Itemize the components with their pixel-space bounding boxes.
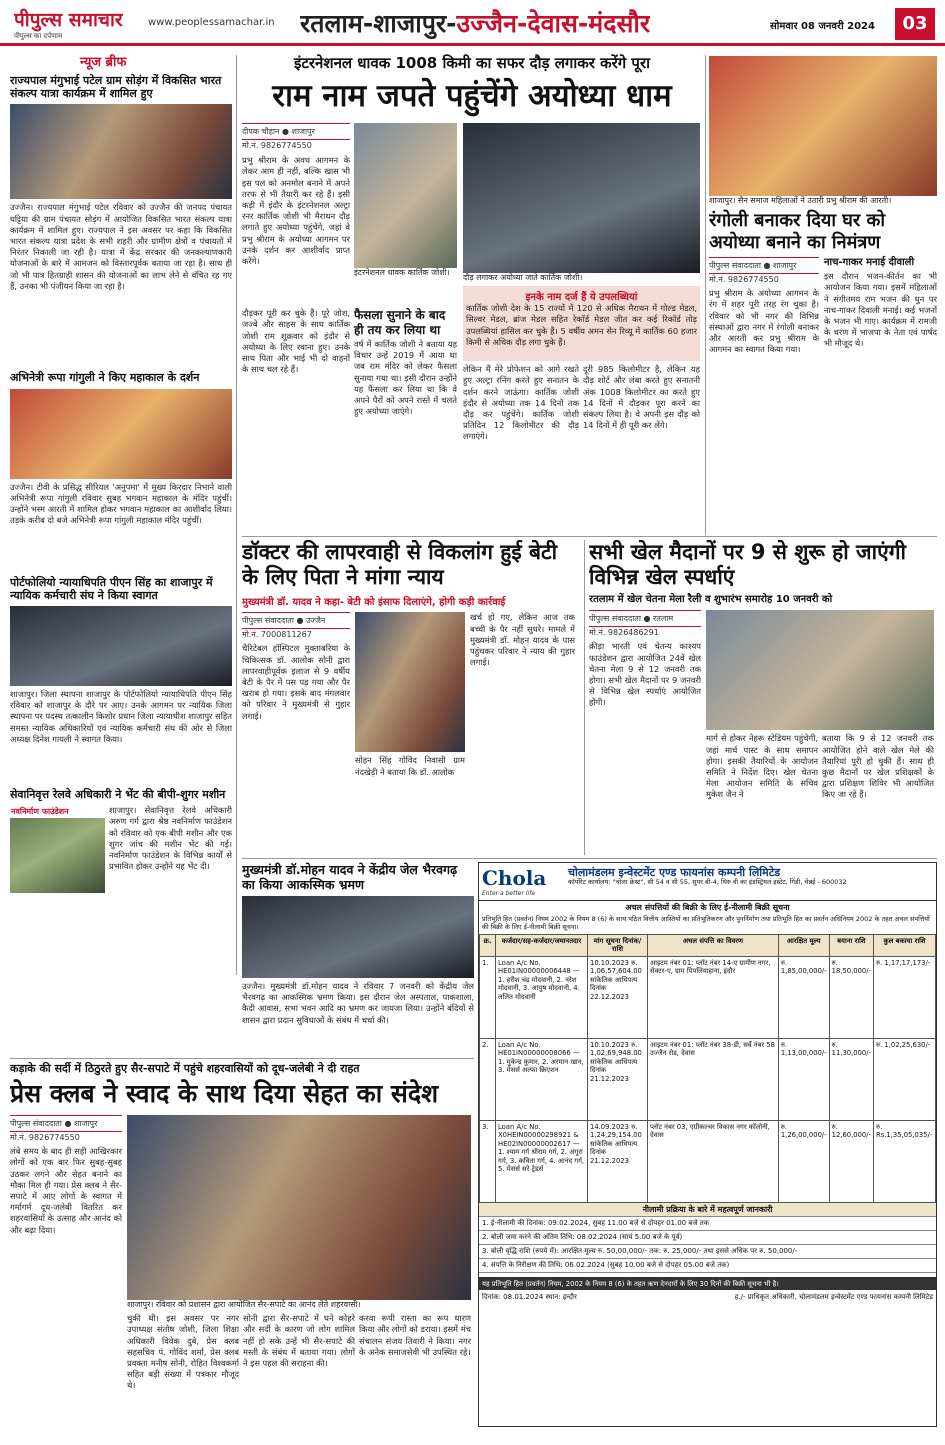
brief-headline-4: सेवानिवृत्त रेलवे अधिकारी ने भेंट की बीपी-शुगर मशीन — [10, 787, 226, 801]
foundation-banner: नवनिर्माण फाउंडेशन — [10, 805, 105, 818]
row-divider — [242, 858, 937, 859]
table-cell: 2. — [480, 1038, 496, 1120]
table-cell: रु. 12,60,000/- — [829, 1120, 873, 1202]
table-cell: रु. 1,17,17,173/- — [874, 956, 936, 1038]
achievements-title: इनके नाम दर्ज हैं ये उपलब्धियां — [525, 292, 638, 304]
top-story-text-1: प्रभु श्रीराम के अवध आगमन के लेकर आम ही नहीं, बल्कि खास भी इस पल को अनमोल बनाने में अपने तरफ से भी तैयारी कर रहे हैं। इसी कड़ी में इंदौर के इंटरनेशनल अल्ट्रा रनर कार्तिक जोशी भी मैराथन दौड़ लगाते हुए अयोध्या पहुंचेंगे, जहां वे प्रभु श्रीराम के अयोध्या आगमन पर उनके दर्शन कर आशीर्वाद प्राप्त करेंगे। — [242, 155, 350, 266]
aarti-photo-caption: शाजापुर। सैन समाज महिलाओं ने उतारी प्रभु श्रीराम की आरती। — [709, 196, 892, 205]
table-row — [480, 1038, 936, 1120]
press-club-kicker: कड़ाके की सर्दी में ठिठुरते हुए सैर-सपाटे में पहुंचे शहरवासियों को दूध-जलेबी ने दी राहत — [10, 1062, 360, 1075]
sports-mobile: मो.नं. 9826486291 — [589, 628, 659, 638]
sports-byline: पीपुल्स संवाददाता ● रतलाम — [589, 610, 701, 627]
table-cell: रु. 11,30,000/- — [829, 1038, 873, 1120]
table-cell: रु. 18,50,000/- — [829, 956, 873, 1038]
doctor-photo-text: सोहन सिंह गोविंद निवासी ग्राम नंदखेड़ी ने बताया कि डॉ. आलोक — [355, 755, 465, 777]
running-road-photo — [463, 123, 700, 273]
runner-portrait-caption: इंटरनेशनल धावक कार्तिक जोशी। — [354, 268, 450, 278]
brief-headline-2: अभिनेत्री रूपा गांगुली ने किए महाकाल के दर्शन — [10, 371, 200, 385]
press-club-text-4: करवा रूपी रास्ता का रूप धारण किया और लोगों को डराया। इसमें मंच संचालन संजय तिवारी ने किया। नगर के अनेक समाजसेवी भी उपस्थित रहे। — [359, 1313, 471, 1357]
table-cell: Loan A/c No. HE01IN00000008066 — 1. मुकेन्द्र कुमार, 2. अरमान खान, 3. मेसर्स अल्फा क्रिएशन — [496, 1038, 588, 1120]
chola-intro: प्रतिभूति हित (प्रवर्तन) नियम 2002 के नियम 8 (6) के साथ पठित वित्तीय आस्तियों का प्रतिभूतिकरण और पुनर्निर्माण तथा प्रतिभूति हित का प्रवर्तन अधिनियम 2002 के तहत अचल संपत्तियों की बिक्री के लिए ई-नीलामी बिक्री सूचना। — [482, 914, 930, 931]
sports-text-1: क्रीड़ा भारती एवं चेतन्य काश्यप फाउंडेशन द्वारा आयोजित 24वें खेल चेतना मेला 9 से 12 जनवरी तक होगा। सभी खेल मैदानों पर 9 जनवरी से विभिन्न खेल स्पर्धाएं आयोजित होंगी। — [589, 641, 701, 708]
table-header: कुल बकाया राशि — [874, 934, 936, 956]
brief-text-1: उज्जैन। राज्यपाल मंगुभाई पटेल रविवार को उज्जैन की जनपद पंचायत घट्टिया की ग्राम पंचायत सोड़ंग में आयोजित विकसित भारत संकल्प यात्रा कार्यक्रम में शामिल हुए। राज्यपाल ने इस अवसर पर कहा कि विकसित भारत संकल्प यात्रा प्रदेश के सभी शहरी और ग्रामीण क्षेत्रों व पंचायतों में निरंतर निकाली जा रही है। यात्रा में केंद्र सरकार की जनकल्याणकारी योजनाओं के बारे में आमजन को विस्तारपूर्वक बताया जा रहा है। साथ ही जो भी पात्र हितग्राही शासन की योजनाओं का लाभ लेने से वंचित रह गए हैं, उनका भी पंजीयन किया जा रहा है। — [10, 202, 232, 291]
table-header: अचल संपत्ति का विवरण — [648, 934, 779, 956]
top-story-headline: राम नाम जपते पहुंचेंगे अयोध्या धाम — [272, 78, 672, 114]
doctor-headline: डॉक्टर की लापरवाही से विकलांग हुई बेटी के लिए पिता ने मांगा न्याय — [242, 540, 558, 590]
rangoli-headline: रंगोली बनाकर दिया घर को अयोध्या बनाने का निमंत्रण — [709, 210, 886, 253]
rangoli-byline: पीपुल्स संवाददाता ● शाजापुर — [709, 257, 819, 274]
governor-event-photo — [10, 104, 232, 199]
runner-portrait-photo — [354, 123, 457, 268]
chola-tagline: Enter a better life — [482, 890, 536, 897]
press-club-text-1: लंबे समय के बाद ही सही आखिरकार लोगों को एक बार फिर सुबह-सुबह उठकर लगने और सेहत बनाने का मौका मिल ही गया। प्रेस क्लब ने सैर-सपाटे में आए लोगों के स्वागत में गर्मागर्म दूध-जलेबी वितरित कर शहरवासियों के उत्साह और आनंद को और बढ़ा दिया। — [10, 1146, 122, 1235]
table-row — [480, 1120, 936, 1202]
top-story-text-3: वर्ष में कार्तिक जोशी ने बताया यह विचार उन्हें 2019 में आया था जब राम मंदिर को लेकर फैसला सुनाया गया था। इसी दौरान उन्होंने यह फैसला कर लिया था कि वे अपने पैरों को अपने रास्ते में चलते हुए अयोध्या जाएंगे। — [354, 338, 457, 417]
table-row — [480, 956, 936, 1038]
rangoli-side-head: नाच-गाकर मनाई दीवाली — [824, 257, 915, 269]
doctor-text-1: चैरिटेबल हॉस्पिटल मुक्ताबरिया के चिकित्सक डॉ. आलोक सोनी द्वारा लापरवाहीपूर्वक इलाज से 9 वर्षीय बेटी के पैर में पस पड़ गया और पैर खराब हो गया। इसके बाद मंगलवार को परिवार ने मुख्यमंत्री से गुहार लगाई। — [242, 643, 350, 721]
sports-text-2: मार्ग से होकर नेहरू स्टेडियम पहुंचेगी, जहां मार्च पास्ट के साथ समापन होगा। इसकी तैयारियों के आयोजन समिति ने निर्देश दिए। खेल चेतना मेला आयोजन समिति के सचिव मुकेश जैन ने — [706, 733, 818, 800]
table-cell: 10.10.2023 रु. 1,06,57,604.00 सांकेतिक आधिपत्य दिनांक 22.12.2023 — [588, 956, 648, 1038]
press-club-headline: प्रेस क्लब ने स्वाद के साथ दिया सेहत का संदेश — [10, 1079, 439, 1109]
top-story-mobile: मो.नं. 9826774550 — [242, 141, 312, 151]
rangoli-story — [709, 56, 937, 536]
top-story-text-5: दूरी 985 किलोमीटर है, लेकिन यह दौड़ शोर्ट और लंबा करते हुए सनातनी अंक 1008 किलोमीटर का करते हुए 14 दिनों में दौड़कर पूरा करने का संकल्प लिया है। वे अपनी इस दौड़ को 14 दिनों में ही पूरी कर लेंगे। — [583, 364, 700, 431]
chola-footer-place: दिनांक: 08.01.2024 स्थान: इन्दौर — [482, 1293, 577, 1302]
table-cell: रु. 1,26,00,000/- — [778, 1120, 829, 1202]
table-cell: रु. 1,13,00,000/- — [778, 1038, 829, 1120]
page-number: 03 — [895, 8, 935, 40]
press-club-photo-caption: शाजापुर। रविवार को प्रशासन द्वारा आयोजित सैर-सपाटे का आनंद लेते शहरवासी। — [127, 1300, 361, 1310]
top-story — [242, 54, 702, 534]
brief-headline-1: राज्यपाल मंगुभाई पटेल ग्राम सोड़ंग में विकसित भारत संकल्प यात्रा कार्यक्रम में शामिल हुए — [10, 74, 222, 101]
table-cell: रु. 1,02,25,630/- — [874, 1038, 936, 1120]
doctor-byline: पीपुल्स संवाददाता ● उज्जैन — [242, 612, 350, 629]
table-cell: 10.10.2023 रु. 1,02,69,948.00 सांकेतिक आधिपत्य दिनांक 21.12.2023 — [588, 1038, 648, 1120]
bp-machine-photo — [10, 805, 105, 893]
rangoli-side-text: इस दौरान भजन-कीर्तन का भी आयोजन किया गया। इसमें महिलाओं ने संगीतमय राम भजन की धुन पर नाच-गाकर दिवाली मनाई। कई भजनों के भजन भी गाए। कार्यक्रम में रामजी के चरण में भाजपा के नेता एवं पार्षद भी मौजूद थे। — [824, 271, 937, 349]
doctor-story — [242, 540, 580, 855]
row-divider — [10, 1058, 474, 1059]
website-url[interactable]: www.peoplessamachar.in — [148, 17, 275, 28]
doctor-text-2: खर्च हो गए, लेकिन आज तक बच्ची के पैर नहीं सुधरे। मामले में मुख्यमंत्री डॉ. मोहन यादव के पास पहुंचकर परिवार ने न्याय की गुहार लगाई। — [470, 612, 575, 668]
press-club-text-2: चुकी थी। इस अवसर पर नगर उपाध्यक्ष संतोष जोशी, जिला शिक्षा अधिकारी विवेक दुबे, प्रेस क्लब सहसचिव पं. गोविंद शर्मा, प्रेस क्लब प्रवक्ता मनीष सोनी, रोहित विश्वकर्मा सहित बड़ी संख्या में पत्रकार मौजूद थे। — [127, 1313, 239, 1391]
brief-text-3: शाजापुर। जिला स्थापना शाजापुर के पोर्टफोलियो न्यायाधिपति पीएन सिंह रविवार को शाजापुर के दौरे पर आए। उनके आगमन पर न्यायिक जिला स्थापना पर पदस्थ तत्कालीन किशोर प्रधान जिला न्यायाधीश शाजापुर सहित समस्त न्यायिक अधिकारियों एवं न्यायिक कर्मचारी संघ की ओर से जिला अध्यक्ष दिनेश गायली ने स्वागत किया। — [10, 688, 232, 744]
table-header: कर्जदार/सह-कर्जदार/जमानतदार — [496, 934, 588, 956]
chola-office: कॉर्पोरेट कार्यालय: "चोला क्रेस्ट", सी 54 व सी 55, सुपर बी-4, थिरु वी का इंडस्ट्रियल इस्टेट, गिंडी, चेन्नई - 600032 — [568, 878, 847, 887]
terms-item: 4. संपत्ति के निरीक्षण की तिथि: 06.02.2024 (सुबह 10.00 बजे से दोपहर 05.00 बजे तक) — [479, 1259, 936, 1273]
rangoli-text: प्रभु श्रीराम के अयोध्या आगमन के रंग में शहर पूरी तरह रंग चुका है। रविवार को भी नगर की विभिन्न संस्थाओं द्वारा नगर में रंगोली बनाकर और आरती कर प्रभु श्रीराम के आगमन का स्वागत किया गया। — [709, 288, 819, 355]
press-club-text-3: सोनी द्वारा सैर-सपाटे में घने कोहरे और सर्दी के कारण जो लोग शामिल नहीं हो सके उन्हें भी सैर-सपाटे की मस्ती के संबंध में बताया गया। लोगों ने इस पहल की सराहना की। — [243, 1313, 355, 1368]
column-divider — [705, 55, 706, 535]
brief-headline-3: पोर्टफोलियो न्यायाधिपति पीएन सिंह का शाजापुर में न्यायिक कर्मचारी संघ ने किया स्वागत — [10, 575, 213, 602]
sports-text-3: बताया कि 9 से 12 जनवरी तक आयोजित होने वाले खेल मेले की तैयारियां पूरी हो चुकी हैं। साथ ही कुछ मैदानों पर खेल प्रशिक्षकों के द्वारा प्रशिक्षण शिविर भी आयोजित किए जा रहे हैं। — [822, 733, 934, 800]
terms-item: 1. ई-नीलामी की दिनांक: 09.02.2024, सुबह 11.00 बजे से दोपहर 01.00 बजे तक — [479, 1217, 936, 1231]
table-header: क्र. — [480, 934, 496, 956]
issue-date: सोमवार 08 जनवरी 2024 — [770, 21, 875, 32]
chola-auction-notice — [478, 862, 937, 1427]
top-story-kicker: इंटरनेशनल धावक 1008 किमी का सफर दौड़ लगाकर करेंगे पूरा — [294, 54, 650, 72]
table-cell: 14.09.2023 रु. 1,24,29,154.00 सांकेतिक आधिपत्य दिनांक 21.12.2023 — [588, 1120, 648, 1202]
achievements-text: कार्तिक जोशी देश के 15 राज्यों में 120 से अधिक मैराथन में गोल्ड मेडल, सिल्वर मेडल, ब्रांज मेडल सहित रेकॉर्ड मेडल जीत कर कई रिकॉर्ड तोड़ उपलब्धियां हासिल कर चुके हैं। 5 वर्षीय अमन सेन रिव्यू में कार्तिक 60 हजार किमी से अधिक दौड़ लगा चुके हैं। — [466, 303, 697, 347]
sports-story — [589, 540, 937, 855]
table-header: मांग सूचना दिनांक/राशि — [588, 934, 648, 956]
sports-meeting-photo — [706, 610, 934, 730]
top-story-text-2: दौड़कर पूरी कर चुके हैं। पूरे जोश, जज्बे और साहस के साथ कार्तिक जोशी राम शुक्रवार को इंदौर से अयोध्या के लिए रवाना हुए। उनके साथ पिता और भाई भी दो वाहनों के साथ चल रहे हैं। — [242, 308, 350, 375]
top-story-text-4: लेकिन मैं मेरे प्रोफेशन को आगे रखते हुए अल्ट्रा रनिंग करते हुए सनातन के दर्शन करने जाऊंगा। कार्तिक जोशी इंदौर से अयोध्या तक 14 दिनों तक दौड़ कर पहुंचेंगे। कार्तिक जोशी प्रतिदिन 12 किलोमीटर की दौड़ लगाएंगे। — [463, 364, 579, 442]
running-road-caption: दौड़ लगाकर अयोध्या जाते कार्तिक जोशी। — [463, 273, 583, 283]
table-cell: 3. — [480, 1120, 496, 1202]
cm-text: उज्जैन। मुख्यमंत्री डॉ.मोहन यादव ने रविवार 7 जनवरी को केंद्रीय जेल भैरवगढ़ का आकस्मिक भ्रमण किया। इस दौरान जेल अस्पताल, पाकशाला, कैदी आवास, सभा भवन आदि का भ्रमण कर जायजा लिया। उन्होंने बंदियों से शासन द्वारा प्रदान सुविधाओं के संबंध में चर्चा की। — [242, 981, 474, 1025]
sair-sapata-crowd-photo — [127, 1115, 471, 1300]
page-edition-title: रतलाम-शाजापुर-उज्जैन-देवास-मंदसौर — [300, 9, 651, 38]
news-brief-flag: न्यूज ब्रीफ — [80, 55, 127, 70]
chola-subtitle: अचल संपत्तियों की बिक्री के लिए ई-नीलामी बिक्री सूचना — [625, 903, 790, 912]
terms-item: 2. बोली जमा करने की अंतिम तिथि: 08.02.2024 (सायं 5.00 बजे के पूर्व) — [479, 1231, 936, 1245]
table-header: बयाना राशि — [829, 934, 873, 956]
terms-item: 3. बोली वृद्धि राशि (रुपये में): आरक्षित मूल्य रु. 50,00,000/- तक: रु. 25,000/- तथा इससे अधिक पर रु. 50,000/- — [479, 1245, 936, 1259]
table-cell: आइटम नंबर 01: प्लॉट नंबर 14-ए ग्रामीण नगर, सेक्टर-ए, ग्राम पिपलियाहाना, इंदौर — [648, 956, 779, 1038]
newspaper-logo[interactable]: पीपुल्स समाचार पीपुल्स का दर्पणाम — [14, 9, 123, 40]
rangoli-mobile: मो.नं. 9826774550 — [709, 275, 779, 285]
top-story-subhead: फैसला सुनाने के बाद ही तय कर लिया था — [354, 308, 446, 337]
terms-title: नीलामी प्रक्रिया के बारे में महत्वपूर्ण जानकारी — [479, 1203, 936, 1218]
table-cell: प्लॉट नंबर 03, एग्रीकल्चर विकास नगर कॉलोनी, देवास — [648, 1120, 779, 1202]
sports-subhead: रतलाम में खेल चेतना मेला रैली व शुभारंभ समारोह 10 जनवरी को — [589, 594, 833, 606]
table-cell: आइटम नंबर 01: प्लॉट नंबर 38-डी, सर्वे नंबर 58 उज्जैन रोड, देवास — [648, 1038, 779, 1120]
chola-title: चोलामंडलम इन्वेस्टमेंट एण्ड फायनांस कम्पनी लिमिटेड — [568, 866, 781, 879]
sports-headline: सभी खेल मैदानों पर 9 से शुरू हो जाएंगी विभिन्न खेल स्पर्धाएं — [589, 540, 906, 590]
chola-footer-sign: ह./- प्राधिकृत अधिकारी, चोलामंडलम इन्वेस्टमेंट एण्ड फायनांस कम्पनी लिमिटेड — [734, 1293, 933, 1302]
table-cell: Loan A/c No. HE01IN00000006448 — 1. हरीश चंद्र मोदवानी, 2. नरेश मोदवानी, 3. आयुष मोदवानी, 4. ललित मोदवानी — [496, 956, 588, 1038]
cm-jail-story — [242, 862, 474, 1052]
top-story-byline: दीपक चौहान ● शाजापुर — [242, 123, 350, 140]
actress-mahakal-photo — [10, 389, 232, 479]
table-header: आरक्षित मूल्य — [778, 934, 829, 956]
press-club-byline: पीपुल्स संवाददाता ● शाजापुर — [10, 1115, 122, 1132]
column-divider — [584, 540, 585, 855]
table-cell: रु. 1,85,00,000/- — [778, 956, 829, 1038]
cm-jail-photo — [242, 896, 474, 978]
news-brief-column — [10, 52, 232, 972]
brief-text-4: शाजापुर। सेवानिवृत्त रेलवे अधिकारी अरुण गर्ग द्वारा श्रेष्ठ नवनिर्माण फाउंडेशन को रविवार को एक बीपी मशीन और एक शुगर जांच की मशीन भेंट की गई। नवनिर्माण फाउंडेशन के विभिन्न कार्यों से प्रभावित होकर उन्होंने यह भेंट दी। — [109, 805, 232, 872]
table-cell: Loan A/c No. X0HEIN00000298921 & HE02IN00000002617 — 1. श्याम गर्ग श्रीराम गर्ग, 2. अंगूरा गर्ग, 3. कविता गर्ग, 4. आनंद गर्ग, 5. मेसर्स सरे ट्रेडर्स — [496, 1120, 588, 1202]
doctor-subhead: मुख्यमंत्री डॉ. यादव ने कहा- बेटी को इंसाफ दिलाएंगे, होगी कड़ी कार्रवाई — [242, 597, 506, 609]
table-cell: रु. Rs.1,35,05,035/- — [874, 1120, 936, 1202]
press-club-story — [10, 1062, 474, 1437]
press-club-mobile: मो.नं. 9826774550 — [10, 1133, 80, 1143]
judge-welcome-photo — [10, 606, 232, 686]
cm-headline: मुख्यमंत्री डॉ.मोहन यादव ने केंद्रीय जेल भैरवगढ़ का किया आकस्मिक भ्रमण — [242, 862, 458, 892]
chola-property-table — [479, 934, 936, 1203]
aarti-women-photo — [709, 56, 937, 196]
doctor-mobile: मो.नं. 7000811267 — [242, 630, 312, 640]
achievements-box — [463, 286, 700, 361]
table-cell: 1. — [480, 956, 496, 1038]
column-divider — [236, 55, 237, 975]
chola-logo: Chola — [482, 866, 547, 890]
father-daughter-photo — [355, 612, 465, 752]
brief-text-2: उज्जैन। टीवी के प्रसिद्ध सीरियल 'अनुपमा' में मुख्य किरदार निभाने वाली अभिनेत्री रूपा गांगुली रविवार सुबह भगवान महाकाल के मंदिर पहुंचीं। उन्होंने भस्म आरती में शामिल होकर भगवान महाकाल का आशीर्वाद लिया। तड़के करीब दो बजे अभिनेत्री रूपा गांगुली महाकाल मंदिर पहुंचीं। — [10, 481, 232, 526]
chola-footer-note: यह प्रतिभूति हित (प्रवर्तन) नियम, 2002 के नियम 8 (6) के तहत ऋण देनदारों के लिए 30 दिनों की बिक्री सूचना भी है। — [479, 1277, 936, 1290]
row-divider — [242, 536, 937, 537]
